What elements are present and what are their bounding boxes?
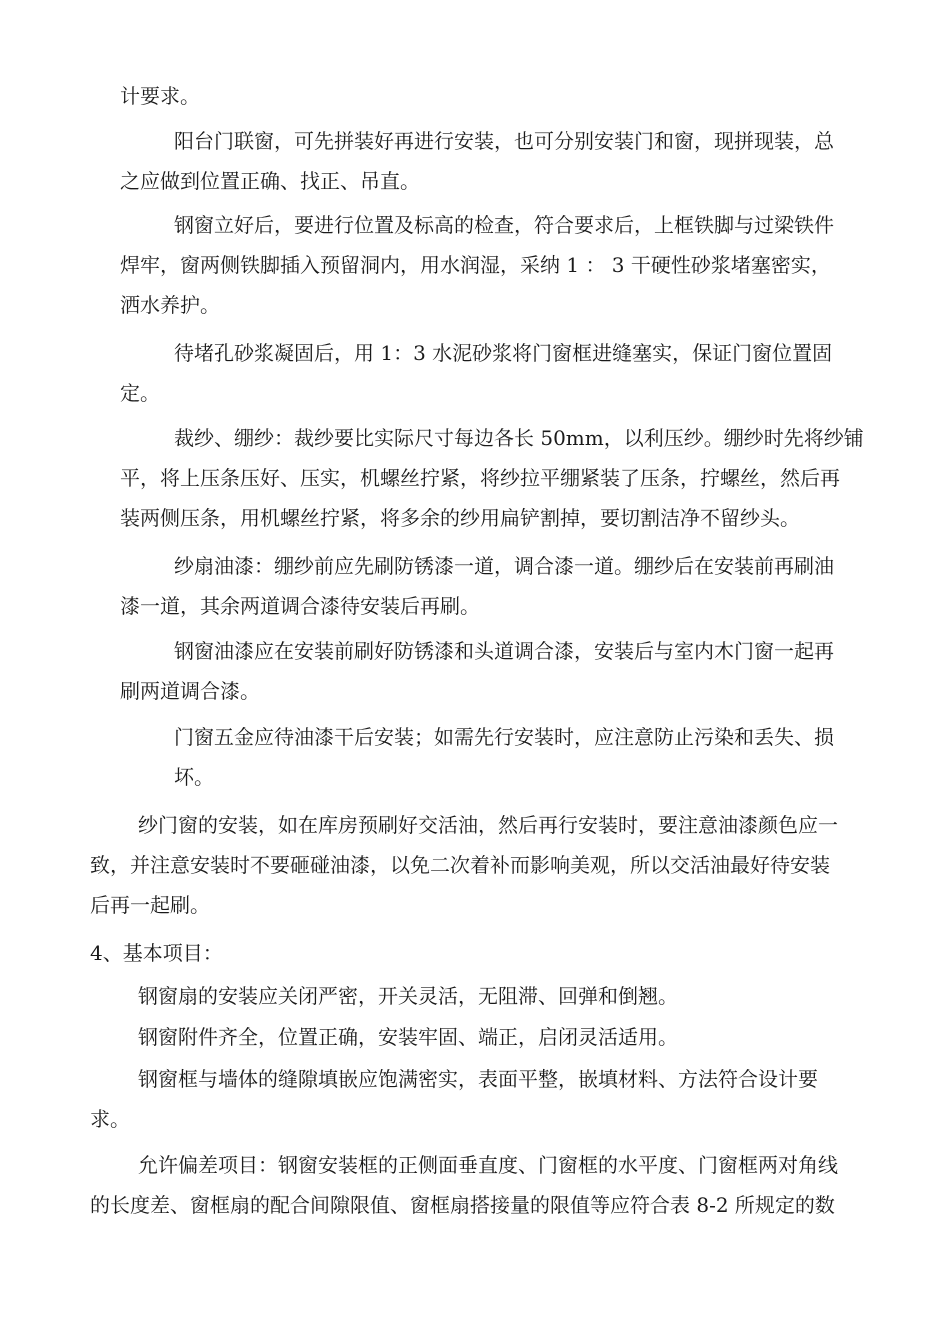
section-heading [90, 933, 223, 973]
text-line: 阳台门联窗，可先拼装好再进行安装，也可分别安装门和窗，现拼现装，总 [174, 129, 834, 153]
paragraph [138, 976, 678, 1016]
text-line: 洒水养护。 [120, 293, 220, 317]
paragraph [174, 717, 834, 797]
text-line: 装两侧压条，用机螺丝拧紧，将多余的纱用扁铲割掉，要切割洁净不留纱头。 [120, 506, 800, 530]
text-line: 钢窗附件齐全，位置正确，安装牢固、端正，启闭灵活适用。 [138, 1025, 678, 1049]
paragraph [120, 76, 200, 116]
text-line: 允许偏差项目：钢窗安装框的正侧面垂直度、门窗框的水平度、门窗框两对角线 [138, 1153, 838, 1177]
text-line: 之应做到位置正确、找正、吊直。 [120, 169, 420, 193]
text-line: 焊牢，窗两侧铁脚插入预留洞内，用水润湿，采纳 1 ： 3 干硬性砂浆堵塞密实， [120, 253, 831, 277]
text-line: 门窗五金应待油漆干后安装；如需先行安装时，应注意防止污染和丢失、损 [174, 725, 834, 749]
text-line: 钢窗框与墙体的缝隙填嵌应饱满密实，表面平整，嵌填材料、方法符合设计要 [138, 1067, 818, 1091]
paragraph [120, 546, 834, 626]
paragraph [120, 631, 834, 711]
paragraph [120, 121, 834, 201]
text-line: 致，并注意安装时不要砸碰油漆，以免二次着补而影响美观，所以交活油最好待安装 [90, 853, 830, 877]
text-line: 的长度差、窗框扇的配合间隙限值、窗框扇搭接量的限值等应符合表 8-2 所规定的数 [90, 1193, 835, 1217]
paragraph [138, 1017, 678, 1057]
text-line: 纱扇油漆：绷纱前应先刷防锈漆一道，调合漆一道。绷纱后在安装前再刷油 [174, 554, 834, 578]
paragraph [120, 418, 864, 538]
text-line: 刷两道调合漆。 [120, 679, 260, 703]
text-line: 平，将上压条压好、压实，机螺丝拧紧，将纱拉平绷紧装了压条，拧螺丝，然后再 [120, 466, 840, 490]
text-line: 钢窗扇的安装应关闭严密，开关灵活，无阻滞、回弹和倒翘。 [138, 984, 678, 1008]
text-line: 钢窗油漆应在安装前刷好防锈漆和头道调合漆，安装后与室内木门窗一起再 [174, 639, 834, 663]
paragraph [90, 805, 838, 925]
text-line: 定。 [120, 381, 160, 405]
paragraph [120, 333, 832, 413]
text-line: 4、基本项目： [90, 941, 223, 965]
text-line: 求。 [90, 1107, 130, 1131]
text-line: 钢窗立好后，要进行位置及标高的检查，符合要求后，上框铁脚与过梁铁件 [174, 213, 834, 237]
paragraph [120, 205, 834, 325]
text-line: 裁纱、绷纱：裁纱要比实际尺寸每边各长 50mm，以利压纱。绷纱时先将纱铺 [174, 426, 864, 450]
text-line: 后再一起刷。 [90, 893, 210, 917]
paragraph [90, 1059, 818, 1139]
text-line: 计要求。 [120, 84, 200, 108]
text-line: 纱门窗的安装，如在库房预刷好交活油，然后再行安装时，要注意油漆颜色应一 [138, 813, 838, 837]
paragraph [90, 1145, 838, 1225]
text-line: 漆一道，其余两道调合漆待安装后再刷。 [120, 594, 480, 618]
text-line: 坏。 [174, 765, 214, 789]
text-line: 待堵孔砂浆凝固后，用 1：3 水泥砂浆将门窗框进缝塞实，保证门窗位置固 [174, 341, 833, 365]
